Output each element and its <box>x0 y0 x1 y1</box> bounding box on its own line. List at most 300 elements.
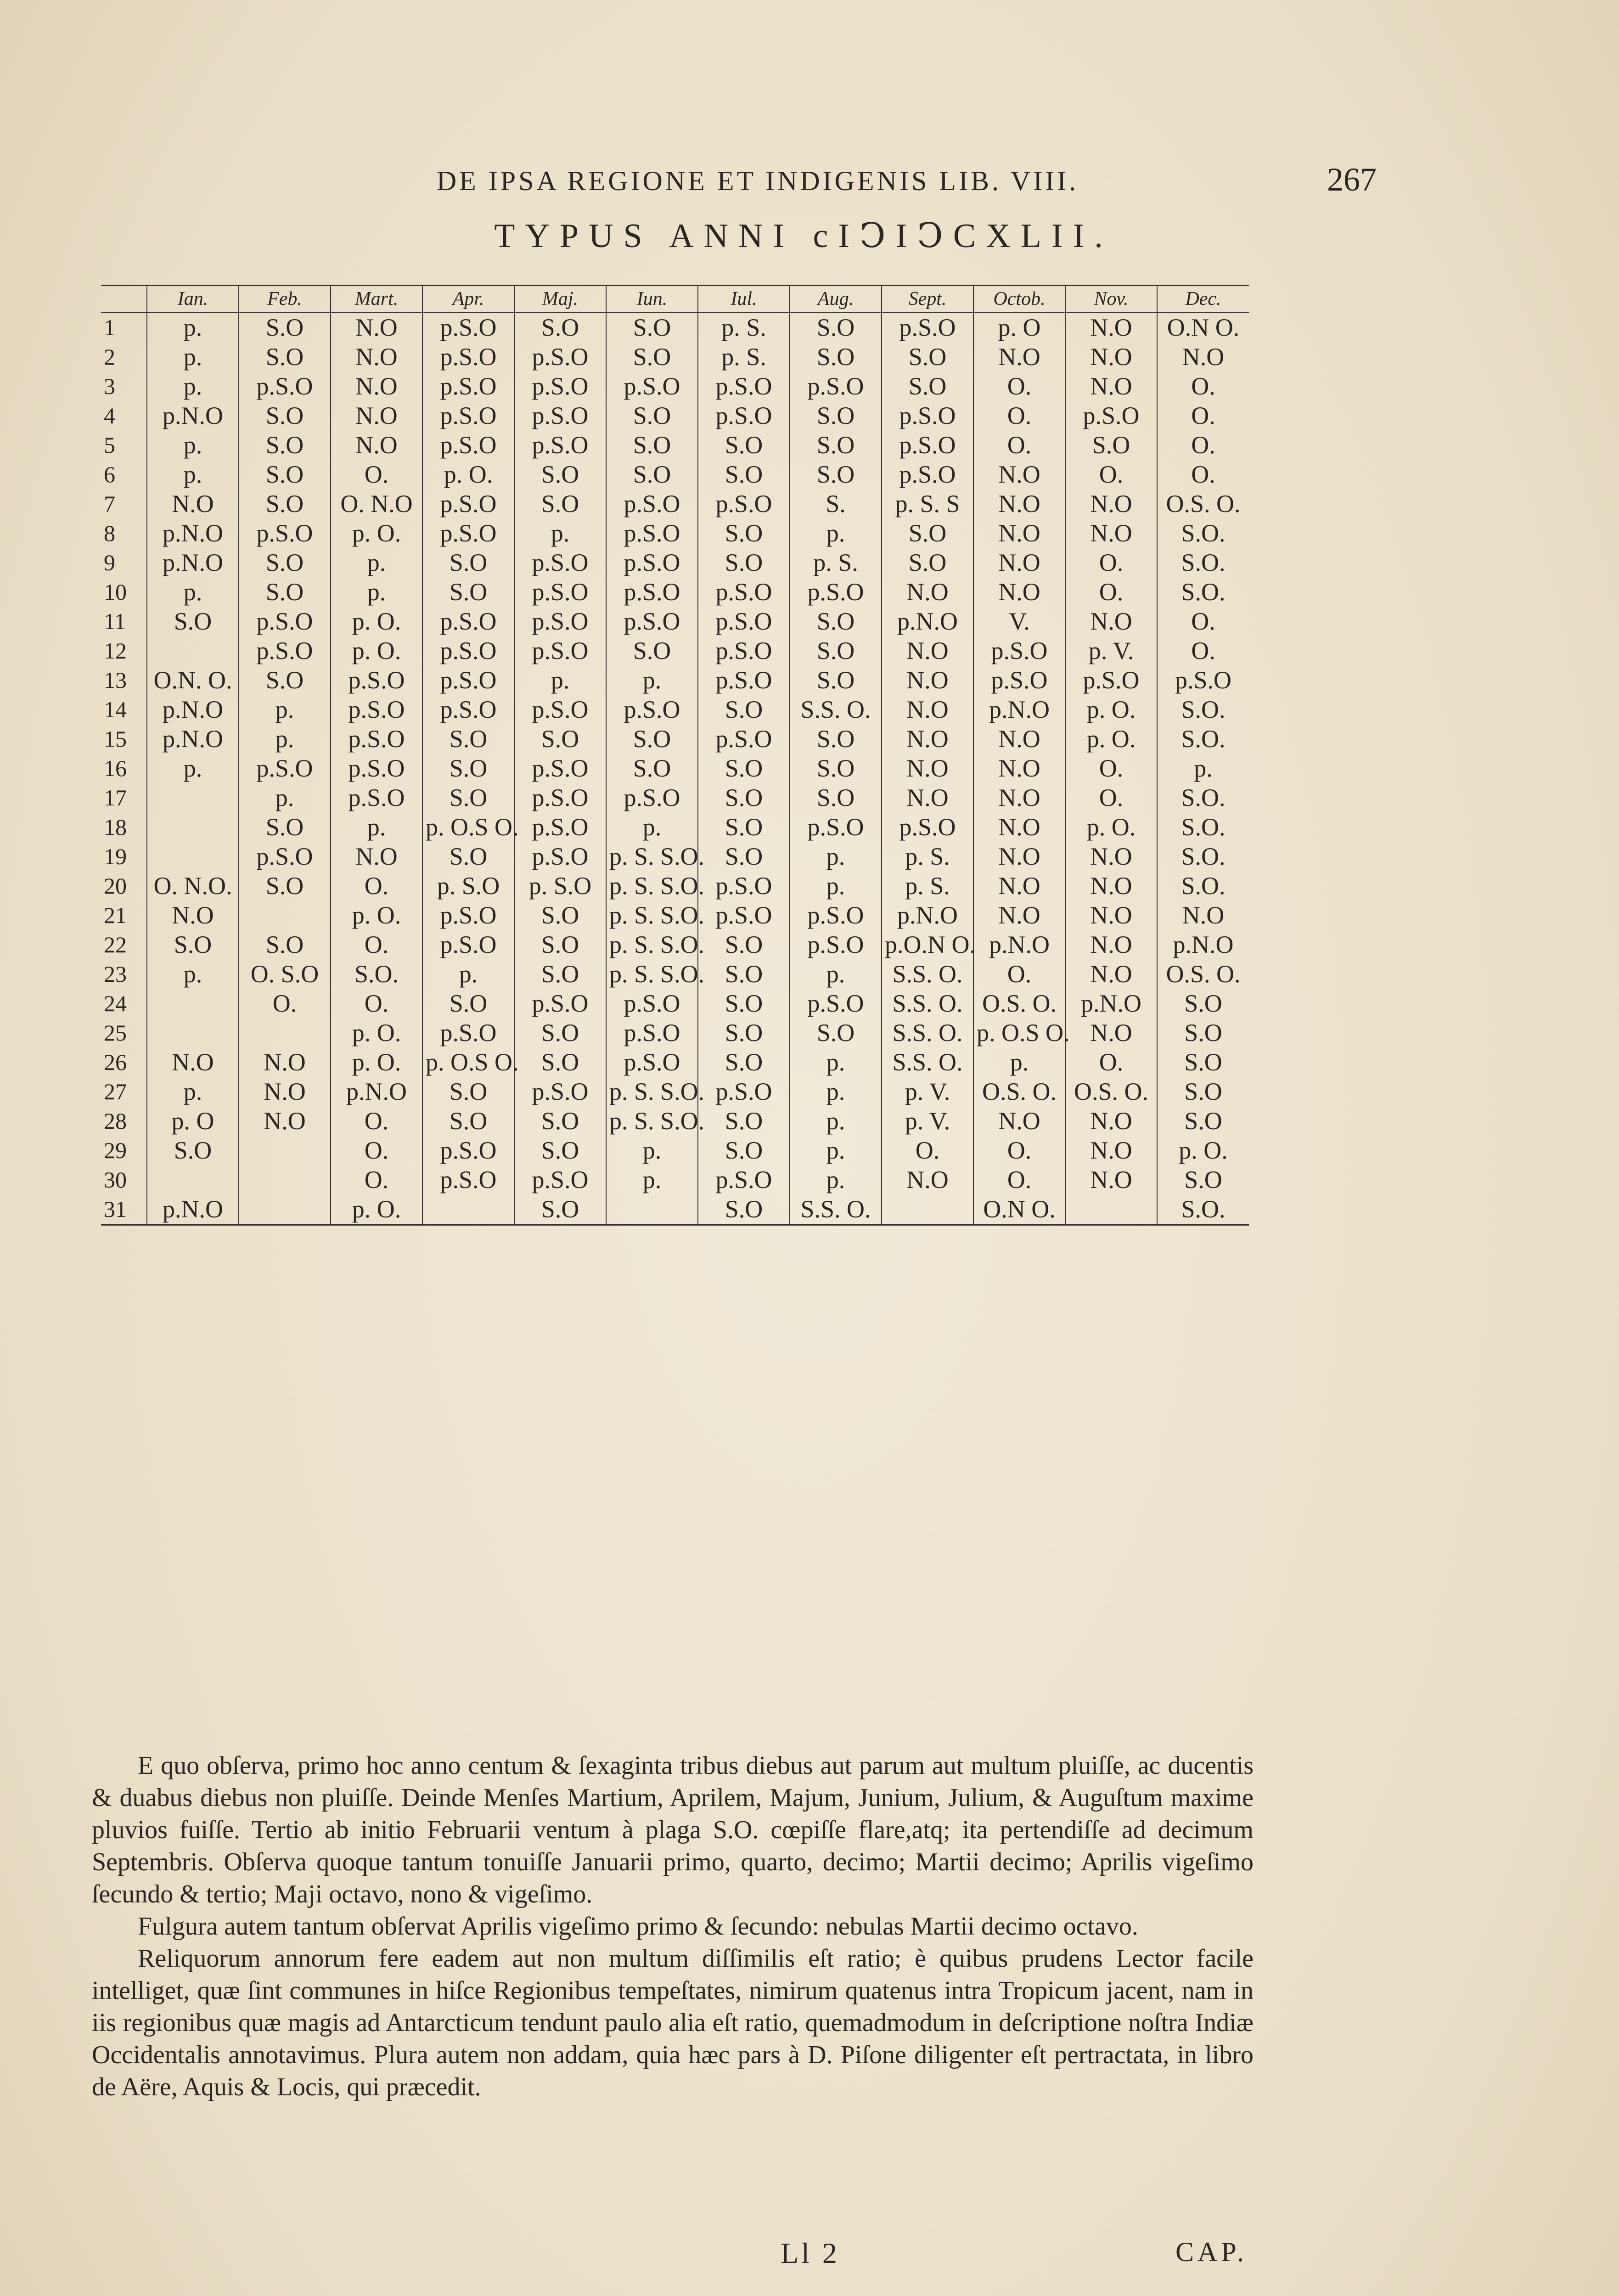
weather-cell: p. <box>514 665 606 695</box>
weather-table <box>101 285 1249 1226</box>
weather-cell: S.S. O. <box>882 1018 973 1047</box>
day-number: 30 <box>104 1167 127 1193</box>
weather-cell: O.S. O. <box>1157 959 1249 989</box>
weather-cell: O. <box>331 930 422 959</box>
weather-cell: S.O <box>239 930 331 959</box>
weather-cell <box>239 1165 331 1194</box>
weather-cell: p.S.O <box>331 724 422 754</box>
weather-cell: p.N.O <box>147 548 239 577</box>
weather-cell: p. <box>790 1077 882 1106</box>
weather-cell: S.O <box>882 342 973 371</box>
weather-cell: N.O <box>973 518 1065 548</box>
weather-cell: O. <box>1157 371 1249 401</box>
weather-cell: p. <box>147 312 239 342</box>
weather-cell: p. <box>147 371 239 401</box>
weather-cell: p. <box>147 430 239 460</box>
weather-cell: S.O <box>239 871 331 900</box>
weather-cell <box>239 1136 331 1165</box>
weather-cell: S.O <box>422 842 514 871</box>
table-row <box>101 1047 1249 1077</box>
weather-cell: p.S.O <box>698 724 790 754</box>
weather-cell: p. S. S <box>882 489 973 518</box>
weather-cell: S.S. O. <box>882 959 973 989</box>
weather-cell <box>882 1194 973 1225</box>
weather-cell: S.O <box>514 312 606 342</box>
weather-cell: p.S.O <box>514 371 606 401</box>
weather-cell: p. <box>790 842 882 871</box>
table-row <box>101 342 1249 371</box>
weather-cell: p.S.O <box>606 695 698 724</box>
weather-cell: O. N.O <box>331 489 422 518</box>
weather-cell: S.O <box>790 460 882 489</box>
weather-cell: p. <box>331 548 422 577</box>
weather-cell: p. <box>239 695 331 724</box>
weather-cell: p.S.O <box>514 342 606 371</box>
weather-cell: S.O. <box>1157 783 1249 812</box>
weather-cell: N.O <box>331 430 422 460</box>
weather-cell: O. <box>1157 401 1249 430</box>
weather-cell: S.O <box>698 1106 790 1136</box>
weather-cell: N.O <box>882 783 973 812</box>
weather-cell <box>147 812 239 842</box>
weather-cell: p. O. <box>331 518 422 548</box>
weather-cell <box>1065 1194 1157 1225</box>
table-row <box>101 489 1249 518</box>
weather-cell: p. S. <box>882 842 973 871</box>
weather-cell: N.O <box>882 636 973 665</box>
weather-cell: S.O <box>239 401 331 430</box>
weather-cell <box>239 1194 331 1225</box>
weather-cell: p.N.O <box>1157 930 1249 959</box>
weather-cell: S.O. <box>1157 518 1249 548</box>
weather-cell: p. <box>790 1165 882 1194</box>
weather-cell: S.O <box>698 548 790 577</box>
weather-cell: S.O <box>790 754 882 783</box>
weather-cell: S.O <box>606 460 698 489</box>
weather-cell: N.O <box>882 754 973 783</box>
weather-cell: O. <box>239 989 331 1018</box>
weather-cell: O. <box>973 401 1065 430</box>
weather-cell: S.O <box>606 724 698 754</box>
weather-cell: S. <box>790 489 882 518</box>
weather-cell: S.O <box>422 548 514 577</box>
weather-cell: N.O <box>1065 930 1157 959</box>
weather-cell: p.S.O <box>882 401 973 430</box>
weather-cell: p. O. <box>331 636 422 665</box>
table-row <box>101 371 1249 401</box>
weather-cell: N.O <box>1065 900 1157 930</box>
weather-cell: p.S.O <box>514 695 606 724</box>
weather-cell: S.O <box>698 695 790 724</box>
weather-cell: N.O <box>1065 518 1157 548</box>
weather-cell: N.O <box>1065 1165 1157 1194</box>
weather-cell: p. S. S.O. <box>606 871 698 900</box>
weather-cell: S.O <box>790 312 882 342</box>
weather-cell: S.O <box>698 460 790 489</box>
weather-cell: O. <box>973 959 1065 989</box>
table-row <box>101 989 1249 1018</box>
weather-cell: S.O. <box>1157 842 1249 871</box>
weather-cell: p.S.O <box>790 900 882 930</box>
weather-cell: N.O <box>973 812 1065 842</box>
weather-cell: S.O <box>514 460 606 489</box>
weather-cell: p.S.O <box>514 1165 606 1194</box>
weather-cell: p.S.O <box>698 401 790 430</box>
day-number: 21 <box>104 902 127 928</box>
weather-cell: p. <box>147 754 239 783</box>
weather-cell: N.O <box>882 724 973 754</box>
weather-cell: p. O. <box>331 1047 422 1077</box>
weather-cell: N.O <box>1157 342 1249 371</box>
weather-cell: N.O <box>147 900 239 930</box>
weather-cell: p.S.O <box>606 1018 698 1047</box>
weather-cell: S.O <box>239 577 331 607</box>
day-number: 4 <box>104 403 115 428</box>
day-number: 11 <box>104 608 126 634</box>
weather-cell: p.N.O <box>147 1194 239 1225</box>
weather-cell: p. <box>331 577 422 607</box>
weather-cell <box>239 900 331 930</box>
table-row <box>101 959 1249 989</box>
weather-cell: S.O <box>239 489 331 518</box>
signature-mark: Ll 2 <box>781 2237 840 2269</box>
table-row <box>101 1165 1249 1194</box>
weather-cell: S.O <box>790 607 882 636</box>
day-number: 20 <box>104 873 127 899</box>
weather-cell: S.O. <box>1157 577 1249 607</box>
weather-cell: p.S.O <box>514 989 606 1018</box>
day-number: 18 <box>104 814 127 840</box>
weather-cell: O. S.O <box>239 959 331 989</box>
weather-cell: p. <box>422 959 514 989</box>
day-number: 3 <box>104 373 115 399</box>
day-number: 27 <box>104 1079 127 1104</box>
weather-cell: S.O <box>790 401 882 430</box>
weather-cell: p.S.O <box>698 665 790 695</box>
weather-cell: p.N.O <box>147 401 239 430</box>
weather-cell <box>147 783 239 812</box>
table-row <box>101 1018 1249 1047</box>
weather-cell: p.N.O <box>882 607 973 636</box>
running-head: DE IPSA REGIONE ET INDIGENIS LIB. VIII. <box>436 166 1079 196</box>
header-month: Apr. <box>422 286 514 313</box>
weather-cell: N.O <box>882 665 973 695</box>
day-number: 29 <box>104 1137 127 1163</box>
weather-cell: p.S.O <box>698 577 790 607</box>
weather-cell: N.O <box>973 724 1065 754</box>
weather-cell: N.O <box>973 577 1065 607</box>
weather-cell: p. V. <box>882 1106 973 1136</box>
weather-cell: S.O <box>422 989 514 1018</box>
weather-cell: S.O <box>790 724 882 754</box>
weather-cell: p.S.O <box>514 607 606 636</box>
table-row <box>101 1106 1249 1136</box>
weather-cell: S.O <box>514 1018 606 1047</box>
table-body <box>101 312 1249 1225</box>
weather-cell: S.O <box>1157 1047 1249 1077</box>
weather-cell: S.O <box>239 460 331 489</box>
header-month: Ian. <box>147 286 239 313</box>
table-row <box>101 636 1249 665</box>
weather-cell: p.S.O <box>698 489 790 518</box>
weather-cell: p.S.O <box>606 783 698 812</box>
weather-cell: p.S.O <box>331 695 422 724</box>
day-number: 28 <box>104 1108 127 1134</box>
weather-cell: p. O. <box>1157 1136 1249 1165</box>
weather-cell: N.O <box>882 1165 973 1194</box>
day-number: 10 <box>104 579 127 605</box>
weather-cell: p.S.O <box>606 489 698 518</box>
weather-cell: p.S.O <box>514 430 606 460</box>
weather-cell: p.N.O <box>973 930 1065 959</box>
weather-cell: p. S. <box>698 342 790 371</box>
weather-cell: p.S.O <box>1065 665 1157 695</box>
weather-cell: O. <box>1157 430 1249 460</box>
weather-cell: p.S.O <box>606 607 698 636</box>
weather-cell: p. O. <box>1065 812 1157 842</box>
catchword: CAP. <box>1175 2237 1248 2267</box>
header-month: Mart. <box>331 286 422 313</box>
weather-cell: p.S.O <box>422 665 514 695</box>
weather-cell: S.O <box>698 518 790 548</box>
weather-cell: N.O <box>973 900 1065 930</box>
weather-cell: p.S.O <box>973 636 1065 665</box>
weather-cell: p.N.O <box>1065 989 1157 1018</box>
weather-cell: p. <box>514 518 606 548</box>
weather-cell: O. <box>1157 636 1249 665</box>
weather-cell: p. <box>790 518 882 548</box>
weather-cell: p. O.S O. <box>422 1047 514 1077</box>
weather-cell: N.O <box>973 1106 1065 1136</box>
weather-cell: O. <box>973 430 1065 460</box>
weather-cell: S.O <box>239 430 331 460</box>
weather-cell: p.S.O <box>422 430 514 460</box>
weather-cell: p.S.O <box>698 636 790 665</box>
weather-cell: S.O <box>698 1018 790 1047</box>
day-number: 24 <box>104 990 127 1016</box>
weather-cell: O. <box>331 989 422 1018</box>
weather-cell: p.S.O <box>514 842 606 871</box>
weather-cell: p.S.O <box>422 1165 514 1194</box>
weather-cell: S.O <box>698 1194 790 1225</box>
weather-cell: p. <box>790 959 882 989</box>
weather-cell: p.S.O <box>514 754 606 783</box>
weather-cell: S.O <box>239 312 331 342</box>
weather-cell: S.O. <box>331 959 422 989</box>
weather-cell: O. <box>1065 754 1157 783</box>
weather-cell: O. <box>973 1165 1065 1194</box>
table-row <box>101 724 1249 754</box>
weather-cell: S.O <box>1157 989 1249 1018</box>
weather-cell: S.O <box>698 959 790 989</box>
weather-cell: S.O. <box>1157 548 1249 577</box>
weather-cell <box>147 1165 239 1194</box>
weather-cell: O. <box>1065 548 1157 577</box>
weather-cell: p. O. <box>1065 695 1157 724</box>
weather-cell: p. O. <box>331 900 422 930</box>
weather-cell: p. <box>790 1136 882 1165</box>
weather-cell: p.S.O <box>422 401 514 430</box>
weather-cell: N.O <box>973 489 1065 518</box>
weather-cell: N.O <box>147 489 239 518</box>
weather-cell: p. O. <box>331 607 422 636</box>
weather-cell: p.S.O <box>606 518 698 548</box>
weather-cell: p.S.O <box>331 754 422 783</box>
weather-cell: p.S.O <box>514 548 606 577</box>
day-number: 6 <box>104 461 115 487</box>
table-row <box>101 548 1249 577</box>
weather-cell: S.O <box>422 724 514 754</box>
weather-cell: p. <box>973 1047 1065 1077</box>
weather-cell: O. <box>331 1136 422 1165</box>
weather-cell: N.O <box>1065 871 1157 900</box>
table-row <box>101 842 1249 871</box>
table-row <box>101 607 1249 636</box>
weather-cell: p. O <box>147 1106 239 1136</box>
weather-cell: p.S.O <box>790 371 882 401</box>
weather-table-container <box>101 285 1249 1226</box>
weather-cell: p.S.O <box>514 577 606 607</box>
weather-cell: p. <box>1157 754 1249 783</box>
weather-cell: O.N O. <box>1157 312 1249 342</box>
weather-cell: S.O <box>606 401 698 430</box>
weather-cell: S.O <box>239 812 331 842</box>
weather-cell: p. S. S.O. <box>606 1106 698 1136</box>
weather-cell: O.S. O. <box>973 989 1065 1018</box>
weather-cell: p. <box>239 783 331 812</box>
weather-cell: p.S.O <box>882 312 973 342</box>
weather-cell: O. <box>973 1136 1065 1165</box>
weather-cell: p.S.O <box>239 607 331 636</box>
weather-cell: p. O.S O. <box>422 812 514 842</box>
weather-cell: p.N.O <box>973 695 1065 724</box>
day-number: 1 <box>104 315 115 340</box>
header-month: Aug. <box>790 286 882 313</box>
table-row <box>101 401 1249 430</box>
header-month: Iul. <box>698 286 790 313</box>
weather-cell: p.S.O <box>422 371 514 401</box>
header-month: Octob. <box>973 286 1065 313</box>
weather-cell <box>147 989 239 1018</box>
weather-cell: S.O <box>239 665 331 695</box>
weather-cell: p.N.O <box>147 695 239 724</box>
weather-cell: S.O <box>514 1047 606 1077</box>
header-month: Nov. <box>1065 286 1157 313</box>
weather-cell: p.S.O <box>422 695 514 724</box>
weather-cell: N.O <box>973 342 1065 371</box>
weather-cell: S.O <box>514 900 606 930</box>
table-row <box>101 812 1249 842</box>
weather-cell: S.O <box>698 783 790 812</box>
weather-cell: S.O. <box>1157 871 1249 900</box>
weather-cell: S.O <box>790 1018 882 1047</box>
weather-cell: p.S.O <box>698 1077 790 1106</box>
header-day <box>101 286 147 313</box>
weather-cell: p.S.O <box>698 371 790 401</box>
weather-cell: p.S.O <box>698 900 790 930</box>
weather-cell: N.O <box>973 460 1065 489</box>
weather-cell: N.O <box>147 1047 239 1077</box>
weather-cell: O. <box>1157 460 1249 489</box>
weather-cell: p.S.O <box>422 489 514 518</box>
weather-cell: S.O <box>698 754 790 783</box>
weather-cell: N.O <box>331 371 422 401</box>
weather-cell: p.N.O <box>147 724 239 754</box>
weather-cell: V. <box>973 607 1065 636</box>
weather-cell: S.O <box>790 430 882 460</box>
weather-cell: p. O. <box>331 1018 422 1047</box>
day-number: 7 <box>104 491 115 517</box>
weather-cell: p.S.O <box>790 577 882 607</box>
weather-cell: p.S.O <box>698 1165 790 1194</box>
weather-cell: S.O <box>422 577 514 607</box>
weather-cell: p. S.O <box>514 871 606 900</box>
weather-cell: S.O <box>422 1077 514 1106</box>
weather-cell: p.S.O <box>882 812 973 842</box>
weather-cell: N.O <box>1065 342 1157 371</box>
weather-cell: p. O. <box>331 1194 422 1225</box>
weather-cell: N.O <box>973 754 1065 783</box>
weather-cell: p. O. <box>1065 724 1157 754</box>
weather-cell: p. <box>147 959 239 989</box>
weather-cell: N.O <box>973 842 1065 871</box>
weather-cell: S.O <box>606 754 698 783</box>
weather-cell: S.O <box>422 783 514 812</box>
weather-cell: O. <box>331 871 422 900</box>
weather-cell: p. <box>239 724 331 754</box>
weather-cell: p. O.S O. <box>973 1018 1065 1047</box>
day-number: 17 <box>104 785 127 810</box>
weather-cell: S.O <box>514 724 606 754</box>
weather-cell: p. <box>606 1136 698 1165</box>
table-row <box>101 930 1249 959</box>
weather-cell: p.S.O <box>698 871 790 900</box>
weather-cell: N.O <box>1065 607 1157 636</box>
weather-cell: p. S.O <box>422 871 514 900</box>
weather-cell: S.O <box>1157 1165 1249 1194</box>
weather-cell: p.S.O <box>514 636 606 665</box>
weather-cell: S.O <box>514 1106 606 1136</box>
weather-cell: S.S. O. <box>790 695 882 724</box>
weather-cell: p.S.O <box>882 430 973 460</box>
weather-cell: p. S. S.O. <box>606 842 698 871</box>
weather-cell: O. N.O. <box>147 871 239 900</box>
weather-cell: S.O <box>514 1136 606 1165</box>
weather-cell: N.O <box>1065 1136 1157 1165</box>
table-row <box>101 1077 1249 1106</box>
table-row <box>101 312 1249 342</box>
weather-cell: S.O <box>698 430 790 460</box>
weather-cell: p.N.O <box>147 518 239 548</box>
weather-cell: S.O <box>422 754 514 783</box>
weather-cell: S.O <box>698 930 790 959</box>
table-row <box>101 695 1249 724</box>
weather-cell: S.O <box>1157 1077 1249 1106</box>
weather-cell: N.O <box>1065 1106 1157 1136</box>
weather-cell: S.O <box>239 548 331 577</box>
weather-cell: p.S.O <box>422 1136 514 1165</box>
paragraph-observations: E quo obſerva, primo hoc anno centum & ſexaginta tribus diebus aut parum aut multum pluiſſe, ac ducentis & duabus diebus non pluiſſe. Deinde Menſes Martium, Aprilem, Majum, Junium, Julium, & Auguſtum maxime pluvios fuiſſe. Tertio ab initio Februarii ventum à plaga S.O. cœpiſſe flare,atq; ita pertendiſſe ad decimum Septembris. Obſerva quoque tantum tonuiſſe Januarii primo, quarto, decimo; Martii decimo; Aprilis vigeſimo ſecundo & tertio; Maji octavo, nono & vigeſimo. <box>92 1751 1254 1908</box>
weather-cell: O. <box>1065 1047 1157 1077</box>
day-number: 2 <box>104 344 115 370</box>
weather-cell: S.O. <box>1157 1194 1249 1225</box>
weather-cell: N.O <box>882 695 973 724</box>
weather-cell: p. <box>790 1047 882 1077</box>
weather-cell: N.O <box>1065 371 1157 401</box>
weather-cell: S.O <box>1157 1018 1249 1047</box>
weather-cell: p.S.O <box>239 754 331 783</box>
weather-cell: N.O <box>331 312 422 342</box>
